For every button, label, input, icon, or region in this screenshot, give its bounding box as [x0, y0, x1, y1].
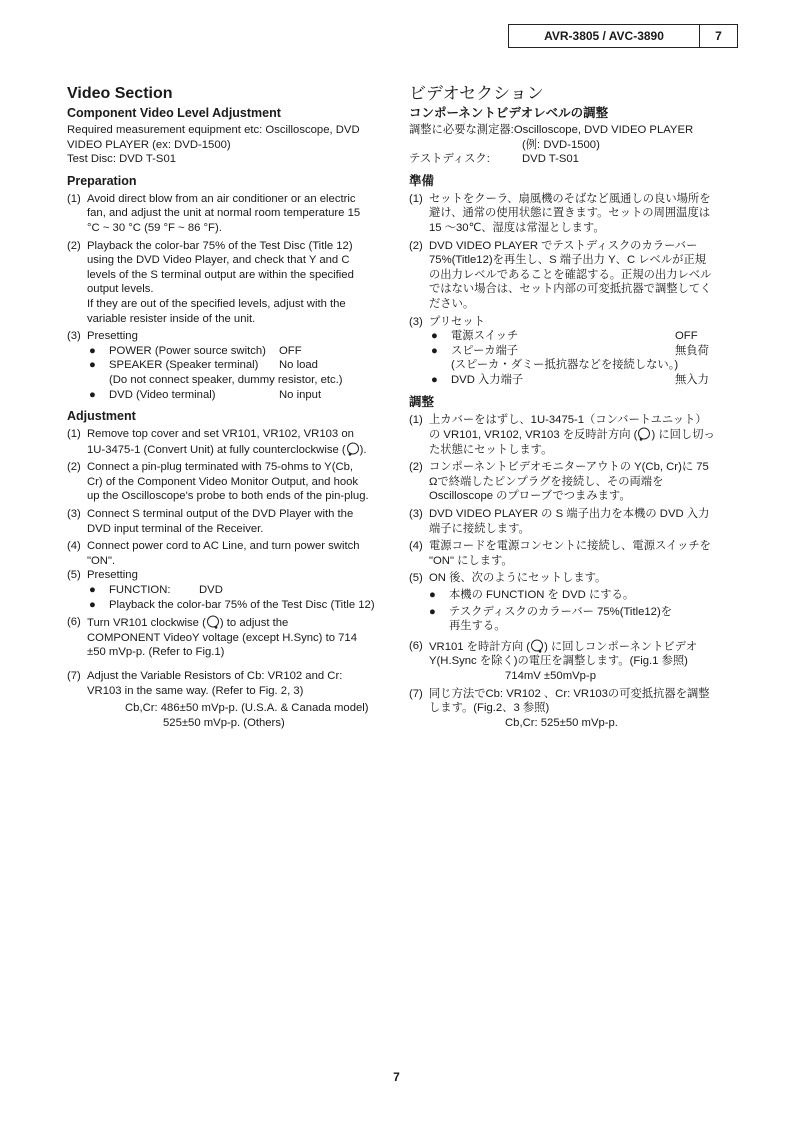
equipment-example: (例: DVD-1500) — [522, 138, 600, 151]
subsection-title: コンポーネントビデオレベルの調整 — [409, 106, 609, 120]
step-number: (4) — [409, 540, 423, 553]
preset-item — [429, 605, 735, 634]
preset-note: (スピーカ・ダミー抵抗器などを接続しない。) — [451, 359, 679, 372]
bullet-icon: ● — [431, 330, 438, 343]
step-number: (4) — [67, 540, 81, 553]
adjustment-step — [67, 615, 389, 660]
step-text: 端子に接続します。 — [429, 522, 530, 535]
preset-value: DVD — [199, 584, 223, 597]
step-text: Oscilloscope のプローブでつまみます。 — [429, 490, 631, 503]
step-text: °C ~ 30 °C (59 °F ~ 86 °F). — [87, 221, 222, 234]
step-number: (2) — [67, 239, 81, 252]
adjustment-step — [409, 460, 735, 504]
preset-label: FUNCTION: — [109, 584, 171, 597]
test-disc-label: テストディスク: — [409, 153, 490, 166]
step-text: セットをクーラ、扇風機のそばなど風通しの良い場所を — [429, 192, 711, 205]
step-text: levels of the S terminal output are within the specified — [87, 268, 354, 281]
preset-label: DVD (Video terminal) — [109, 388, 216, 401]
preparation-step — [67, 239, 389, 327]
preset-note: (Do not connect speaker, dummy resistor, etc.) — [109, 373, 343, 386]
step-text: COMPONENT VideoY voltage (except H.Sync) to 714 — [87, 631, 357, 644]
adjustment-step — [67, 460, 389, 504]
preparation-step — [67, 329, 389, 344]
step-text: Remove top cover and set VR101, VR102, VR103 on — [87, 428, 354, 441]
step-text: VR103 in the same way. (Refer to Fig. 2, 3) — [87, 684, 304, 697]
step-text: "ON". — [87, 554, 116, 567]
preset-value: No input — [279, 388, 322, 401]
step-text: 同じ方法でCb: VR102 、Cr: VR103の可変抵抗器を調整 — [429, 687, 710, 700]
step-number: (3) — [67, 508, 81, 521]
preparation-step — [409, 315, 735, 330]
japanese-column — [409, 84, 735, 733]
step-text: Ωで終端したピンプラグを接続し、その両端を — [429, 475, 664, 488]
preset-item — [429, 588, 735, 603]
spec-formula: Cb,Cr: 525±50 mVp-p. — [505, 716, 618, 729]
header-box — [508, 24, 738, 48]
test-disc: Test Disc: DVD T-S01 — [67, 153, 177, 166]
step-text: Avoid direct blow from an air conditioner or an electric — [87, 192, 356, 205]
step-number: (6) — [409, 639, 423, 652]
step-text: variable resister inside of the unit. — [87, 312, 256, 325]
counterclockwise-knob-icon — [346, 442, 360, 456]
adjustment-step — [67, 568, 389, 583]
step-text: DVD VIDEO PLAYER でテストディスクのカラーバー — [429, 239, 698, 252]
preset-label: テスクディスクのカラーバー 75%(Title12)を — [449, 605, 672, 618]
bullet-icon: ● — [89, 584, 96, 597]
step-text: output levels. — [87, 283, 154, 296]
preparation-heading: Preparation — [67, 173, 137, 188]
step-text: プリセット — [429, 315, 485, 328]
step-text: コンポーネントビデオモニターアウトの Y(Cb, Cr)に 75 — [429, 461, 709, 474]
step-text: 避け、通常の使用状態に置きます。セットの周囲温度は — [429, 207, 711, 220]
adjustment-step — [409, 687, 735, 731]
adjustment-step — [67, 539, 389, 568]
adjustment-step — [67, 507, 389, 536]
step-number: (3) — [67, 330, 81, 343]
preset-item — [89, 598, 389, 613]
step-number: (2) — [409, 239, 423, 252]
preset-label: Playback the color-bar 75% of the Test Disc (Title 12) — [109, 598, 375, 611]
header-page-number: 7 — [715, 29, 722, 43]
preparation-step — [67, 192, 389, 236]
step-number: (6) — [67, 616, 81, 629]
preset-label: 電源スイッチ — [451, 330, 519, 343]
step-text: Turn VR101 clockwise ( ) to adjust the — [87, 617, 289, 630]
spec-formula: 525±50 mVp-p. (Others) — [163, 716, 285, 729]
spec-formula: 714mV ±50mVp-p — [505, 670, 596, 682]
preset-item — [89, 358, 389, 373]
step-text: Y(H.Sync を除く)の電圧を調整します。(Fig.1 参照) — [429, 655, 688, 668]
step-text: up the Oscilloscope's probe to both ends of the pin-plug. — [87, 490, 369, 503]
step-text: using the DVD Video Player, and check that Y and C — [87, 254, 350, 267]
step-text: fan, and adjust the unit at normal room temperature 15 — [87, 207, 361, 220]
step-number: (1) — [409, 192, 423, 205]
preset-label: 再生する。 — [449, 620, 506, 633]
step-text: Connect power cord to AC Line, and turn power switch — [87, 540, 360, 553]
step-text: DVD input terminal of the Receiver. — [87, 522, 264, 535]
step-text: Connect S terminal output of the DVD Player with the — [87, 508, 354, 521]
preset-value: 無入力 — [675, 373, 709, 386]
preset-label: 本機の FUNCTION を DVD にする。 — [449, 589, 635, 602]
equipment-line: Required measurement equipment etc: Oscilloscope, DVD — [67, 124, 360, 136]
step-text: します。(Fig.2、3 参照) — [429, 702, 550, 715]
clockwise-knob-icon — [206, 615, 220, 629]
preset-item — [431, 344, 735, 359]
adjustment-step — [67, 427, 389, 457]
preset-item — [89, 344, 389, 359]
equipment-value: Oscilloscope, DVD VIDEO PLAYER — [513, 124, 694, 136]
english-column — [67, 84, 389, 733]
step-text: Cr) of the Component Video Monitor Output, and hook — [87, 475, 359, 488]
preset-value: 無負荷 — [675, 344, 709, 357]
preset-item — [431, 329, 735, 344]
preset-value: No load — [279, 359, 318, 372]
step-number: (2) — [409, 461, 423, 474]
preparation-step — [409, 239, 735, 312]
bullet-icon: ● — [429, 605, 436, 618]
step-number: (5) — [409, 572, 423, 585]
footer-page-number: 7 — [393, 1070, 400, 1084]
step-number: (7) — [67, 670, 81, 682]
step-text: Presetting — [87, 330, 138, 343]
step-text: ではない場合は、セット内部の可変抵抗器で調整してく — [429, 283, 712, 296]
section-title: ビデオセクション — [409, 84, 544, 103]
adjustment-heading: Adjustment — [67, 409, 136, 424]
adjustment-step — [409, 639, 735, 684]
preset-label: スピーカ端子 — [451, 344, 519, 357]
preset-label: DVD 入力端子 — [451, 373, 524, 386]
subsection-title: Component Video Level Adjustment — [67, 106, 281, 120]
preparation-heading: 準備 — [409, 173, 435, 188]
equipment-line — [409, 123, 735, 138]
adjustment-step — [409, 507, 735, 536]
step-text: ON 後、次のようにセットします。 — [429, 572, 607, 585]
bullet-icon: ● — [429, 589, 436, 602]
step-text: DVD VIDEO PLAYER の S 端子出力を本機の DVD 入力 — [429, 508, 710, 521]
step-text: ±50 mVp-p. (Refer to Fig.1) — [87, 646, 225, 659]
step-text: Adjust the Variable Resistors of Cb: VR102 and Cr: — [87, 670, 343, 682]
step-text: 電源コードを電源コンセントに接続し、電源スイッチを — [429, 540, 711, 553]
preset-value: OFF — [279, 344, 302, 357]
equipment-label: 調整に必要な測定器: — [409, 124, 514, 136]
step-number: (7) — [409, 687, 423, 700]
step-number: (3) — [409, 315, 423, 328]
step-text: Connect a pin-plug terminated with 75-ohms to Y(Cb, — [87, 461, 354, 474]
preset-label: SPEAKER (Speaker terminal) — [109, 359, 259, 372]
bullet-icon: ● — [431, 373, 438, 386]
spec-formula: Cb,Cr: 486±50 mVp-p. (U.S.A. & Canada model) — [125, 702, 369, 715]
bullet-icon: ● — [431, 344, 438, 357]
adjustment-step — [409, 571, 735, 586]
step-text: If they are out of the specified levels, adjust with the — [87, 297, 346, 310]
bullet-icon: ● — [89, 359, 96, 372]
step-text: の出力レベルであることを確認する。正規の出力レベル — [429, 268, 712, 281]
test-disc-value: DVD T-S01 — [522, 153, 579, 166]
preset-item — [431, 373, 735, 388]
model-number: AVR-3805 / AVC-3890 — [509, 25, 700, 47]
step-text: ださい。 — [429, 297, 475, 310]
step-text: 上カバーをはずし、1U-3475-1（コンバートユニット） — [429, 413, 707, 426]
step-number: (1) — [67, 428, 81, 441]
step-text: VR101 を時計方向 ( ) に回しコンポーネントビデオ — [429, 640, 698, 653]
adjustment-step — [409, 539, 735, 568]
preset-label: POWER (Power source switch) — [109, 344, 266, 357]
preset-item — [89, 388, 389, 403]
equipment-line: VIDEO PLAYER (ex: DVD-1500) — [67, 138, 231, 151]
step-text: の VR101, VR102, VR103 を反時計方向 ( ) に回し切っ — [429, 429, 715, 442]
counterclockwise-knob-icon — [637, 427, 651, 441]
preset-item — [89, 583, 389, 598]
step-number: (1) — [67, 192, 81, 205]
adjustment-heading: 調整 — [409, 394, 435, 409]
clockwise-knob-icon — [530, 639, 544, 653]
preparation-step — [409, 192, 735, 236]
bullet-icon: ● — [89, 344, 96, 357]
bullet-icon: ● — [89, 388, 96, 401]
step-text: 1U-3475-1 (Convert Unit) at fully counterclockwise ( ). — [87, 443, 367, 456]
step-number: (3) — [409, 508, 423, 521]
section-title: Video Section — [67, 85, 173, 102]
adjustment-step — [67, 669, 389, 730]
step-number: (5) — [67, 569, 81, 582]
step-text: 15 ～30℃、湿度は常湿とします。 — [429, 221, 605, 234]
step-text: 75%(Title12)を再生し、S 端子出力 Y、C レベルが正規 — [429, 254, 707, 267]
preset-value: OFF — [675, 330, 698, 343]
bullet-icon: ● — [89, 598, 96, 611]
step-text: Presetting — [87, 569, 138, 582]
step-text: "ON" にします。 — [429, 554, 513, 567]
adjustment-step — [409, 413, 735, 458]
test-disc — [409, 152, 735, 167]
step-number: (2) — [67, 461, 81, 474]
step-text: Playback the color-bar 75% of the Test Disc (Title 12) — [87, 239, 353, 252]
step-number: (1) — [409, 413, 423, 426]
step-text: た状態にセットします。 — [429, 443, 553, 456]
